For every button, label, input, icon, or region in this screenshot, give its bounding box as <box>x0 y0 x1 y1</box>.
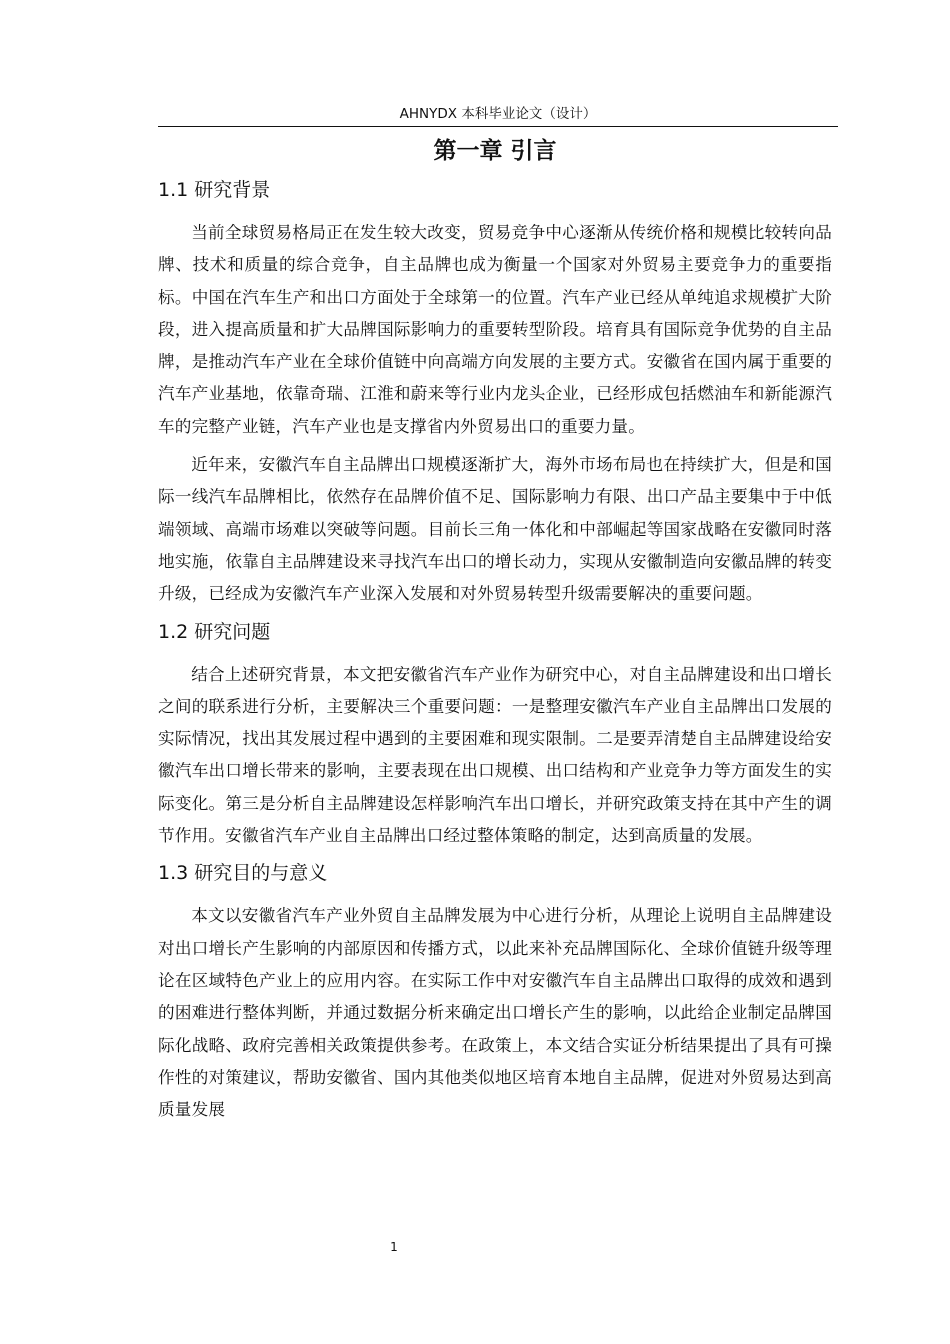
header-rule <box>158 126 838 127</box>
paragraph: 本文以安徽省汽车产业外贸自主品牌发展为中心进行分析，从理论上说明自主品牌建设对出口增长产生影响的内部原因和传播方式，以此来补充品牌国际化、全球价值链升级等理论在区域特色产业上的应用内容。在实际工作中对安徽汽车自主品牌出口取得的成效和遇到的困难进行整体判断，并通过数据分析来确定出口增长产生的影响，以此给企业制定品牌国际化战略、政府完善相关政策提供参考。在政策上，本文结合实证分析结果提出了具有可操作性的对策建议，帮助安徽省、国内其他类似地区培育本地自主品牌，促进对外贸易达到高质量发展 <box>158 906 832 1120</box>
section-heading-background: 1.1 研究背景 <box>158 179 271 201</box>
running-header: AHNYDX 本科毕业论文（设计） <box>399 106 597 122</box>
page-number: 1 <box>390 1240 398 1254</box>
page-content <box>158 131 832 1132</box>
paragraph: 近年来，安徽汽车自主品牌出口规模逐渐扩大，海外市场布局也在持续扩大，但是和国际一线汽车品牌相比，依然存在品牌价值不足、国际影响力有限、出口产品主要集中于中低端领域、高端市场难以突破等问题。目前长三角一体化和中部崛起等国家战略在安徽同时落地实施，依靠自主品牌建设来寻找汽车出口的增长动力，实现从安徽制造向安徽品牌的转变升级，已经成为安徽汽车产业深入发展和对外贸易转型升级需要解决的重要问题。 <box>158 455 832 604</box>
paragraph: 当前全球贸易格局正在发生较大改变，贸易竞争中心逐渐从传统价格和规模比较转向品牌、技术和质量的综合竞争，自主品牌也成为衡量一个国家对外贸易主要竞争力的重要指标。中国在汽车生产和出口方面处于全球第一的位置。汽车产业已经从单纯追求规模扩大阶段，进入提高质量和扩大品牌国际影响力的重要转型阶段。培育具有国际竞争优势的自主品牌，是推动汽车产业在全球价值链中向高端方向发展的主要方式。安徽省在国内属于重要的汽车产业基地，依靠奇瑞、江淮和蔚来等行业内龙头企业，已经形成包括燃油车和新能源汽车的完整产业链，汽车产业也是支撑省内外贸易出口的重要力量。 <box>158 223 832 436</box>
section-heading-purpose: 1.3 研究目的与意义 <box>158 862 328 885</box>
chapter-title: 第一章 引言 <box>433 138 557 164</box>
paragraph: 结合上述研究背景，本文把安徽省汽车产业作为研究中心，对自主品牌建设和出口增长之间的联系进行分析，主要解决三个重要问题：一是整理安徽汽车产业自主品牌出口发展的实际情况，找出其发展过程中遇到的主要困难和现实限制。二是要弄清楚自主品牌建设给安徽汽车出口增长带来的影响，主要表现在出口规模、出口结构和产业竞争力等方面发生的实际变化。第三是分析自主品牌建设怎样影响汽车出口增长，并研究政策支持在其中产生的调节作用。安徽省汽车产业自主品牌出口经过整体策略的制定，达到高质量的发展。 <box>158 664 832 846</box>
section-heading-questions: 1.2 研究问题 <box>158 620 271 643</box>
